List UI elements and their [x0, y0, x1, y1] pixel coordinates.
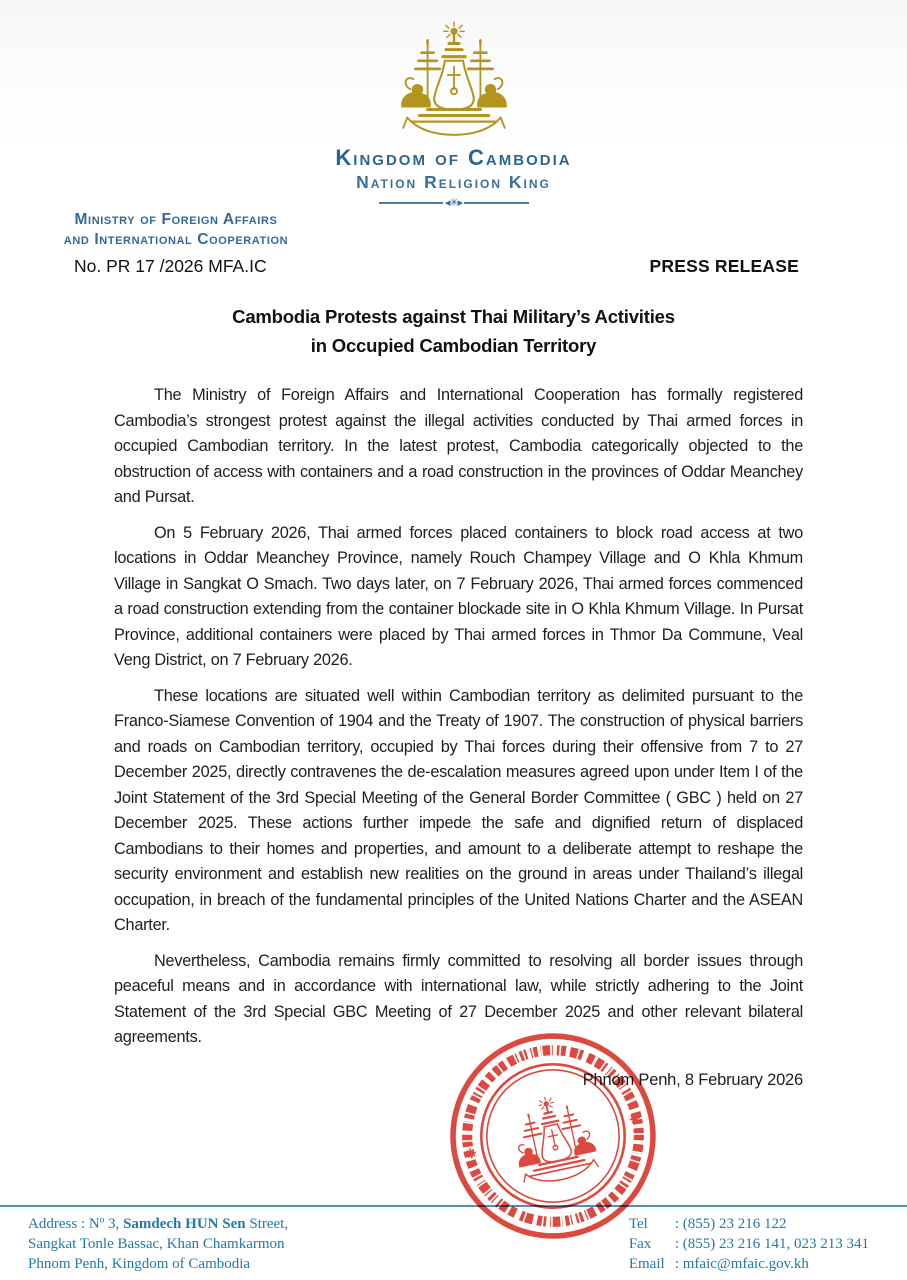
footer-contact [629, 1214, 907, 1274]
paragraph-2: On 5 February 2026, Thai armed forces placed containers to block road access at two locations in Oddar Meanchey Province, namely Rouch Champey Village and O Khla Khmum Village in Sangkat O Smach. Two days later, on 7 February 2026, Thai armed forces commenced a road construction extending from the container blockade site in O Khla Khmum Village. In Pursat Province, additional containers were placed by Thai armed forces in Thmor Da Commune, Veal Veng District, on 7 February 2026. [114, 523, 803, 669]
document-title-line2: in Occupied Cambodian Territory [310, 335, 597, 356]
document-title [0, 302, 907, 360]
press-release-label: PRESS RELEASE [649, 256, 799, 276]
paragraph-1: The Ministry of Foreign Affairs and International Cooperation has formally registered Cambodia’s strongest protest against the illegal activities conducted by Thai armed forces in occupied Cambodian territory. In the latest protest, Cambodia categorically objected to the obstruction of access with containers and a road construction in the provinces of Oddar Meanchey and Pursat. [114, 386, 803, 506]
ministry-seal-stamp [447, 1030, 659, 1242]
paragraph-3: These locations are situated well within Cambodian territory as delimited pursuant to the Franco-Siamese Convention of 1904 and the Treaty of 1907. The construction of physical barriers and roads on Cambodian territory, occupied by Thai forces during their offensive from 7 to 27 December 2025, directly contravenes the de-escalation measures agreed upon under Item I of the Joint Statement of the 3rd Special Meeting of the General Border Committee ( GBC ) held on 27 December 2025. These actions further impede the safe and dignified return of displaced Cambodians to their homes and properties, and amount to a deliberate attempt to reshape the security environment and establish new realities on the ground in areas under Thailand’s illegal occupation, in breach of the fundamental principles of the United Nations Charter and the ASEAN Charter. [114, 686, 803, 934]
footer-address-line1: Address : Nº 3, Samdech HUN Sen Street, [28, 1216, 289, 1232]
royal-arms-icon [387, 16, 521, 138]
footer-fax: Fax : (855) 23 216 141, 023 213 341 [628, 1236, 869, 1252]
ministry-name [34, 210, 318, 249]
document-title-line1: Cambodia Protests against Thai Military’s Activities [232, 306, 675, 327]
footer-tel: Tel : (855) 23 216 122 [628, 1216, 787, 1232]
paragraph-4: Nevertheless, Cambodia remains firmly committed to resolving all border issues through peaceful means and in accordance with international law, while strictly adhering to the Joint Statement of the 3rd Special GBC Meeting of 27 December 2025 and other relevant bilateral agreements. [114, 951, 803, 1046]
footer-email: Email : mfaic@mfaic.gov.kh [628, 1256, 809, 1272]
footer-address-line2: Sangkat Tonle Bassac, Khan Chamkarmon [28, 1236, 285, 1252]
footer-address-line3: Phnom Penh, Kingdom of Cambodia [28, 1256, 251, 1272]
reference-row [74, 256, 799, 277]
motto-line: Nation Religion King [356, 172, 551, 192]
reference-number: No. PR 17 /2026 MFA.IC [74, 256, 267, 276]
ministry-line1: Ministry of Foreign Affairs [74, 211, 278, 228]
body-text [114, 383, 803, 1051]
ornament-divider-icon: ◂✳▸ [379, 196, 529, 210]
ministry-line2: and International Cooperation [63, 230, 289, 248]
dateline: Phnom Penh, 8 February 2026 [582, 1070, 803, 1089]
header [0, 0, 907, 143]
kingdom-title: Kingdom of Cambodia [335, 145, 572, 170]
seal-royal-arms-icon [506, 1089, 601, 1188]
footer-address [0, 1214, 288, 1274]
